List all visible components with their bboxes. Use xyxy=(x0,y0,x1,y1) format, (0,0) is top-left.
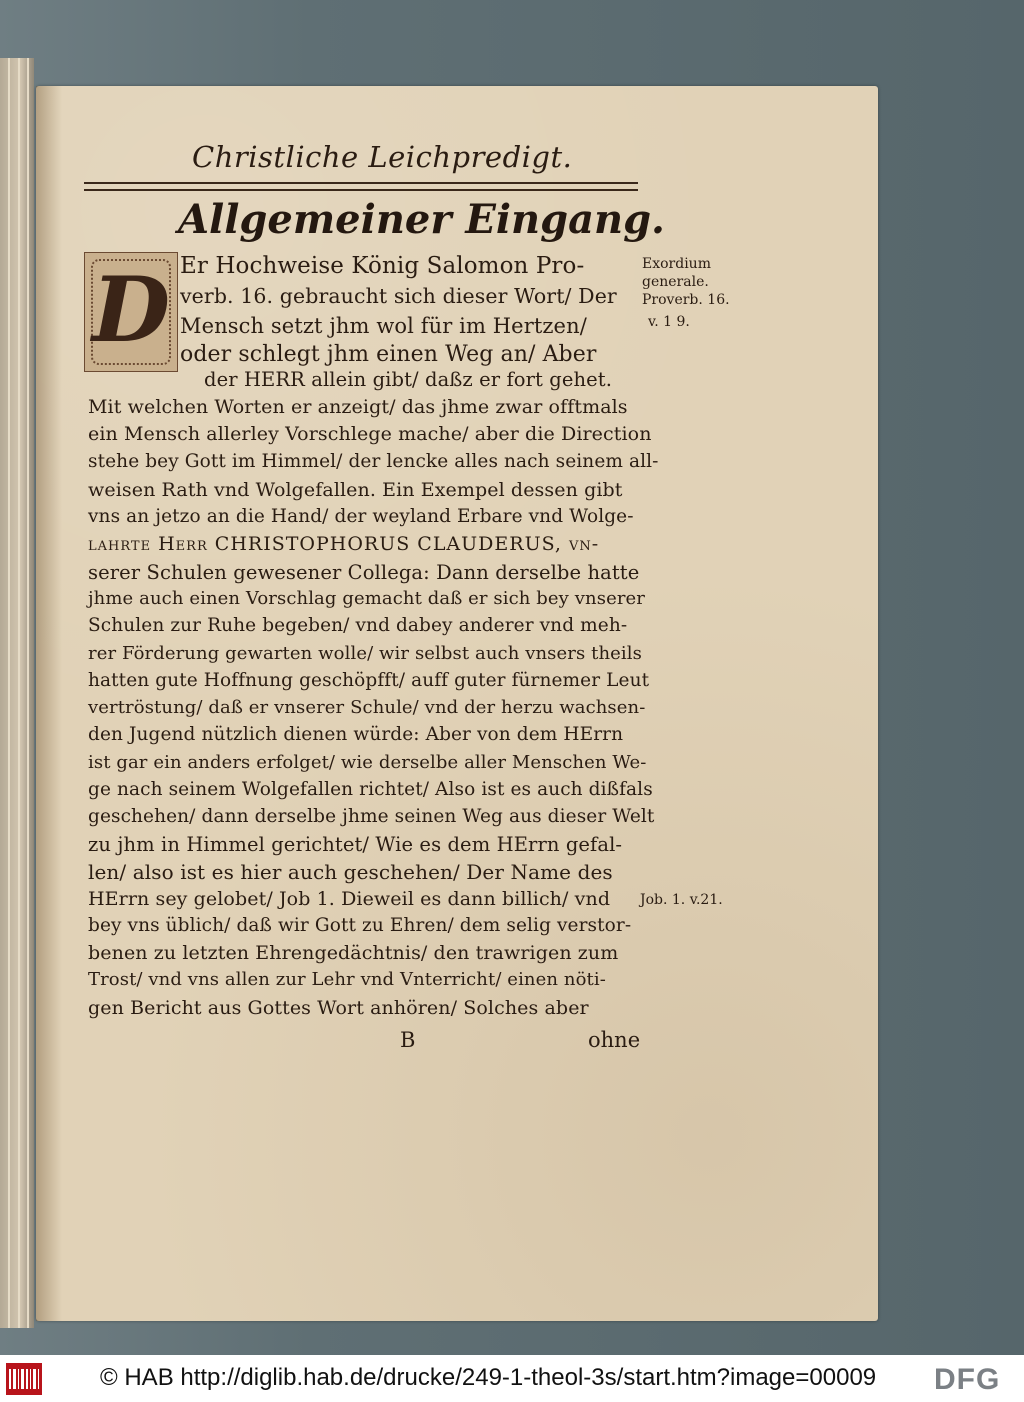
section-title: Allgemeiner Eingang. xyxy=(178,196,665,243)
text-line: gen Bericht aus Gottes Wort anhören/ Solches aber xyxy=(88,997,589,1019)
text-line: jhme auch einen Vorschlag gemacht daß er sich bey vnserer xyxy=(88,588,645,609)
source-url-text[interactable]: © HAB http://diglib.hab.de/drucke/249-1-theol-3s/start.htm?image=00009 xyxy=(100,1364,877,1391)
catchword: ohne xyxy=(588,1028,641,1052)
text-line: den Jugend nützlich dienen würde: Aber von dem HErrn xyxy=(88,724,624,745)
page-gutter-shadow xyxy=(36,86,62,1321)
text-line: hatten gute Hoffnung geschöpfft/ auff guter fürnemer Leut xyxy=(88,670,650,691)
barcode-icon xyxy=(6,1363,42,1395)
text-line: zu jhm in Himmel gerichtet/ Wie es dem HErrn gefal- xyxy=(88,833,623,856)
dfg-logo: DFG xyxy=(934,1363,1001,1396)
marginal-note: Job. 1. v.21. xyxy=(640,892,723,908)
text-line: vns an jetzo an die Hand/ der weyland Erbare vnd Wolge- xyxy=(88,506,634,527)
text-line: rer Förderung gewarten wolle/ wir selbst auch vnsers theils xyxy=(88,643,642,664)
text-line: Schulen zur Ruhe begeben/ vnd dabey anderer vnd meh- xyxy=(88,615,628,636)
initial-letter: D xyxy=(91,257,171,363)
text-line: ge nach seinem Wolgefallen richtet/ Also ist es auch dißfals xyxy=(88,779,653,800)
running-head: Christliche Leichpredigt. xyxy=(192,140,573,174)
text-line: len/ also ist es hier auch geschehen/ Der Name des xyxy=(88,860,613,884)
text-line: HErrn sey gelobet/ Job 1. Dieweil es dann billich/ vnd xyxy=(88,888,611,910)
viewer-footer xyxy=(0,1355,1024,1402)
text-line: der HERR allein gibt/ daßz er fort gehet. xyxy=(204,368,613,391)
text-line: ein Mensch allerley Vorschlege mache/ aber die Direction xyxy=(88,423,652,445)
text-line: vertröstung/ daß er vnserer Schule/ vnd der herzu wachsen- xyxy=(88,697,646,718)
marginal-note: v. 1 9. xyxy=(648,314,690,330)
text-line: bey vns üblich/ daß wir Gott zu Ehren/ dem selig verstor- xyxy=(88,915,632,936)
text-line: verb. 16. gebraucht sich dieser Wort/ Der xyxy=(180,284,617,308)
text-line: Mensch setzt jhm wol für im Hertzen/ xyxy=(180,314,587,338)
text-line: Trost/ vnd vns allen zur Lehr vnd Vnterricht/ einen nöti- xyxy=(88,969,606,990)
text-line: benen zu letzten Ehrengedächtnis/ den trawrigen zum xyxy=(88,942,619,964)
text-line: ist gar ein anders erfolget/ wie derselbe aller Menschen We- xyxy=(88,752,647,773)
text-line: Mit welchen Worten er anzeigt/ das jhme zwar offtmals xyxy=(88,396,628,418)
header-rule xyxy=(84,182,638,191)
text-line: oder schlegt jhm einen Weg an/ Aber xyxy=(180,342,597,367)
marginal-note: Proverb. 16. xyxy=(642,292,730,308)
text-line: weisen Rath vnd Wolgefallen. Ein Exempel dessen gibt xyxy=(88,479,623,501)
text-line: Er Hochweise König Salomon Pro- xyxy=(180,253,585,279)
marginal-note: generale. xyxy=(642,274,709,290)
facing-page-edge xyxy=(0,58,34,1328)
signature-mark: B xyxy=(400,1028,416,1052)
text-line: stehe bey Gott im Himmel/ der lencke alles nach seinem all- xyxy=(88,451,659,472)
text-line: serer Schulen gewesener Collega: Dann derselbe hatte xyxy=(88,561,640,584)
text-line: lahrte Herr CHRISTOPHORUS CLAUDERUS, vn- xyxy=(88,533,600,555)
decorated-initial xyxy=(84,252,178,372)
text-line: geschehen/ dann derselbe jhme seinen Weg aus dieser Welt xyxy=(88,806,655,827)
marginal-note: Exordium xyxy=(642,256,711,272)
